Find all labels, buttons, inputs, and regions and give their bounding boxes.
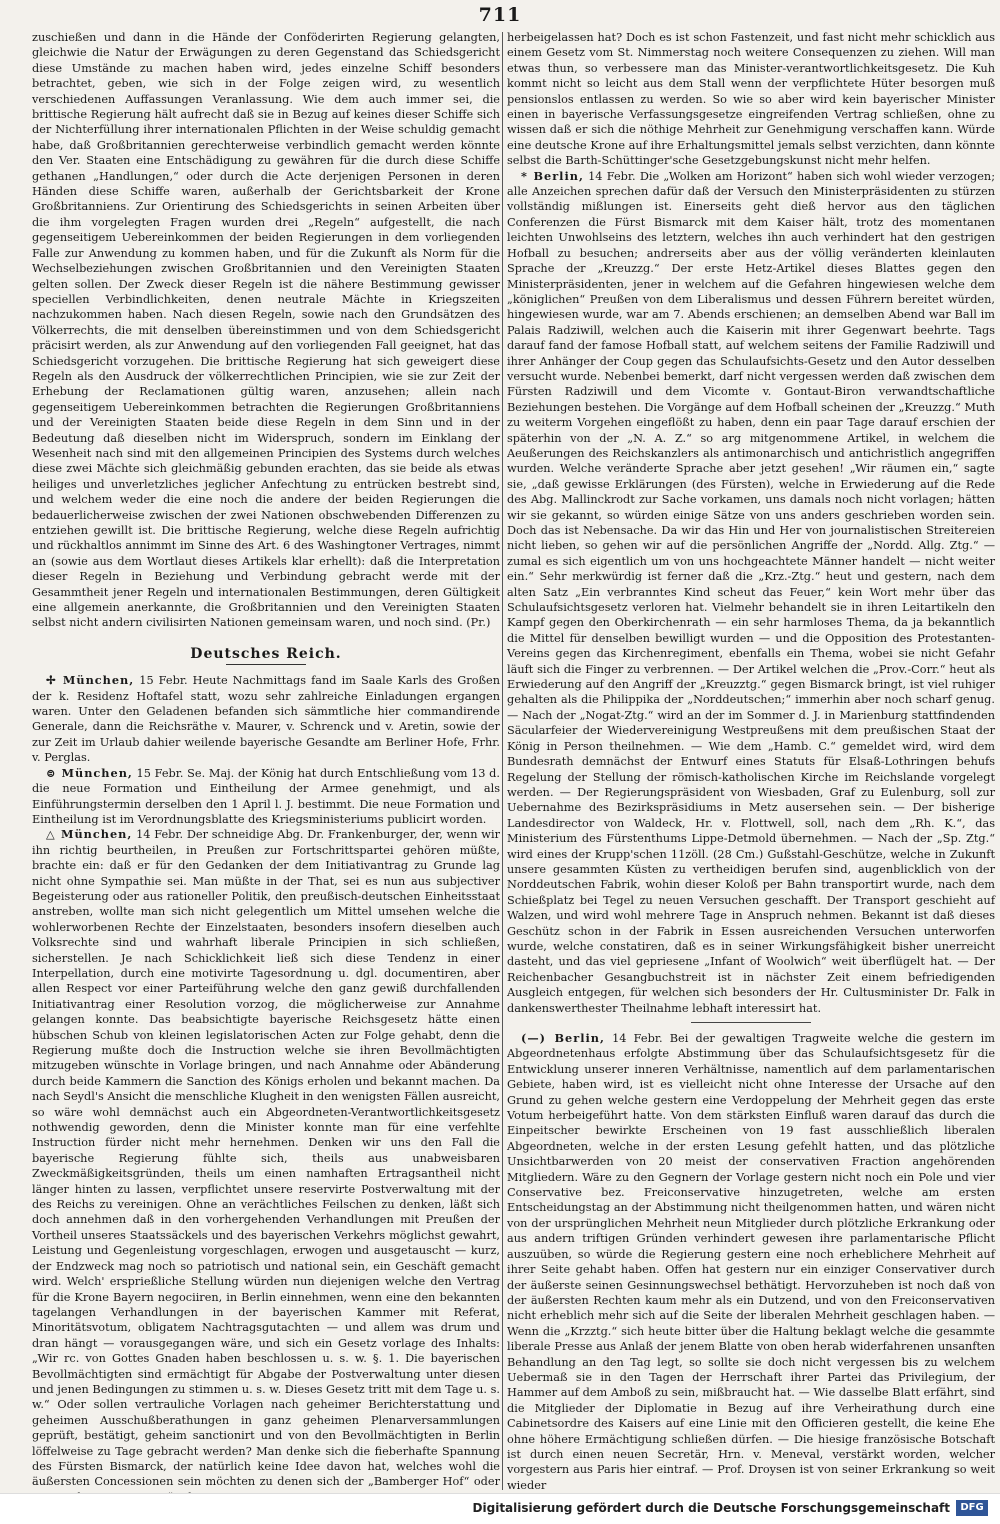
dfg-logo: DFG	[956, 1500, 988, 1516]
news-text: 14 Febr. Der schneidige Abg. Dr. Frankenburger, der, wenn wir ihn richtig beurtheilen, in Preußen zur Fortschrittspartei gehören müßte, brachte ein: daß er für den Gedanken der dem Initiativantrag zu Grunde lag nicht ohne Sympathie sei. Man müßte in der That, sei es nun aus subjectiver Begeisterung oder aus rationeller Politik, den preußisch-deutschen Einheitsstaat anstreben, wollte man sich nicht gelegentlich um Mittel umsehen welche die wohlerworbenen Rechte der Einzelstaaten, besonders insofern dieselben auch Volksrechte sind und wahrhaft liberale Principien in sich schließen, sicherstellen. Je nach Schicklichkeit ließ sich diese Tendenz in einer Interpellation, durch eine motivirte Tagesordnung u. dgl. documentiren, aber allen Respect vor einer Parteiführung welche den ganz gewiß durchfallenden Initiativantrag einer Resolution vorzog, die möglicherweise zur Annahme gelangen konnte. Das beabsichtigte bayerische Reichsgesetz hätte einen hübschen Schub von kleinen legislatorischen Acten zur Folge gehabt, denn die Regierung mußte doch die Instruction welche sie ihren Bevollmächtigten mitzugeben wünschte in Vorlage bringen, und nach Annahme oder Abänderung durch beide Kammern die Sanction des Königs erholen und bekannt machen. Da nach Seydl's Ansicht die menschliche Klugheit in den wenigsten Fällen ausreicht, so wäre wohl demnächst auch ein Abgeordneten-Verantwortlichkeitsgesetz nothwendig geworden, denn die Minister konnte man für eine verfehlte Instruction fürder nicht mehr hernehmen. Denken wir uns den Fall die bayerische Regierung fühlte sich, theils aus unabweisbaren Zweckmäßigkeitsgründen, theils um einen namhaften Ertragsantheil nicht länger hinten zu lassen, verpflichtet unsere reservirte Postverwaltung mit der des Reichs zu vereinigen. Ohne an verächtliches Feilschen zu denken, läßt sich doch annehmen daß in den vorhergehenden Verhandlungen mit Preußen der Vortheil unseres Staatssäckels und des bayerischen Verkehrs möglichst gewahrt, Leistung und Gegenleistung vorgeschlagen, erwogen und ausgetauscht — kurz, der Endzweck mag noch so patriotisch und national sein, ein Geschäft gemacht wird. Welch' ersprießliche Stellung würden nun diejenigen welche den Vertrag für die Krone Bayern negociiren, in Berlin einnehmen, wenn eine den bekannten tagelangen Verhandlungen in der bayerischen Kammer mit Referat, Minoritätsvotum, obligatem Nachtragsgutachten — und allem was drum und dran hängt — vorausgegangen wäre, und sich ein Gesetz vorlage des Inhalts: „Wir rc. von Gottes Gnaden haben beschlossen u. s. w. §. 1. Die bayerischen Bevollmächtigten sind ermächtigt für Abgabe der Postverwaltung unter diesen und jenen Bedingungen zu stimmen u. s. w. Dieses Gesetz tritt mit dem Tage u. s. w.“ Oder sollen vertrauliche Vorlagen nach geheimer Berichterstattung und geheimen Ausschußberathungen in ganz geheimen Plenarversammlungen geprüft, bestätigt, geheim sanctionirt und von den Bevollmächtigten in Berlin löffelweise zu Tage gebracht werden? Man denke sich die fieberhafte Spannung des Fürsten Bismarck, der natürlich keine Idee davon hat, welches wohl die äußersten Concessionen sein möchten zu denen sich der „Bamberger Hof“ oder	[32, 828, 500, 1489]
news-text: 15 Febr. Heute Nachmittags fand im Saale Karls des Großen der k. Residenz Hoftafel statt, wozu sehr zahlreiche Einladungen ergangen waren. Unter den Geladenen befanden sich sämmtliche hier commandirende Generale, dann die Reichsräthe v. Maurer, v. Schrenck und v. Aretin, sowie der zur Zeit im Urlaub dahier weilende bayerische Gesandte am Berliner Hofe, Frhr. v. Perglas.	[32, 674, 501, 765]
column-rule	[502, 32, 503, 1490]
funding-notice: Digitalisierung gefördert durch die Deutsche Forschungsgemeinschaft	[472, 1501, 950, 1515]
news-text: 14 Febr. Bei der gewaltigen Tragweite welche die gestern im Abgeordnetenhaus erfolgte Abstimmung über das Schulaufsichtsgesetz für die Entwicklung unserer inneren Verhältnisse, namentlich auf dem parlamentarischen Gebiete, haben wird, ist es vielleicht nicht ohne Interesse der Ursache auf den Grund zu gehen welche gestern eine Verdoppelung der Mehrheit gegen das erste Votum herbeigeführt hatte. Von dem stärksten Einfluß waren darauf das durch die Einpeitscher bewirkte Erscheinen von 19 fast ausschließlich liberalen Abgeordneten, welche in der ersten Lesung gefehlt hatten, und das plötzliche Unsichtbarwerden von 20 meist der conservativen Fraction angehörenden Mitgliedern. Wäre zu den Gegnern der Vorlage gestern nicht noch ein Pole und vier Conservative bez. Freiconservative hinzugetreten, welche am ersten Entscheidungstag an der Abstimmung nicht theilgenommen hatten, und wären nicht von der ursprünglichen Mehrheit neun Mitglieder durch plötzliche Erkrankung oder aus andern triftigen Gründen verhindert gewesen ihre parlamentarische Pflicht auszuüben, so würde die Regierung gestern eine noch erheblichere Mehrheit auf ihrer Seite gehabt haben. Offen hat gestern nur ein einziger Conservativer durch der äußerste seinen Gesinnungswechsel bethätigt. Hervorzuheben ist noch daß von der äußersten Rechten kaum mehr als ein Dutzend, und von den Freiconservativen nicht erheblich mehr sich auf die Seite der liberalen Mehrheit geschlagen haben. — Wenn die „Krzztg.“ sich heute bitter über die Haltung beklagt welche die gesammte liberale Presse aus Anlaß der jenem Blatte von oben herab widerfahrenen unsanften Behandlung an den Tag legt, so sollte sie doch nicht vergessen bis zu welchem Uebermaß sie in den Tagen der Herrschaft ihrer Partei das Privilegium, der Hammer auf dem Amboß zu sein, mißbraucht hat. — Wie dasselbe Blatt erfährt, sind die Mitglieder der Diplomatie in Bezug auf ihre Verheirathung durch eine Cabinetsordre des Kaisers auf eine Linie mit den Officieren gestellt, die keine Ehe ohne höhere Ermächtigung schließen dürfen. — Die hiesige französische Botschaft ist durch einen neuen Secretär, Hrn. v. Meneval, verstärkt worden, welcher vorgestern aus Paris hier eintraf. — Prof. Droysen ist von seiner Erkrankung so weit wieder	[507, 1032, 996, 1492]
news-item	[32, 673, 500, 765]
article-paragraph: zuschießen und dann in die Hände der Conföderirten Regierung gelangten, gleichwie die Natur der Erwägungen zu deren Gegenstand das Schiedsgericht diese Umstände zu machen haben wird, jedes einzelne Schiff besonders betrachtet, geben, wie sich in der Folge zeigen wird, zu wesentlich verschiedenen Auffassungen Veranlassung. Wie dem auch immer sei, die brittische Regierung hält aufrecht daß sie in Bezug auf keines dieser Schiffe sich der Nichterfüllung ihrer internationalen Pflichten in der Weise schuldig gemacht habe, daß Großbritannien gerechterweise verbindlich gemacht werden könnte den Ver. Staaten eine Entschädigung zu gewähren für die durch diese Schiffe gethanen „Handlungen,“ oder durch die Acte derjenigen Personen in deren Händen diese Schiffe waren, außerhalb der Gerichtsbarkeit der Krone Großbritanniens. Zur Orientirung des Schiedsgerichts in seinen Arbeiten über die ihm vorgelegten Fragen wurden drei „Regeln“ aufgestellt, die nach gegenseitigem Uebereinkommen der beiden Regierungen in dem vorliegenden Falle zur Anwendung zu kommen haben, und für die Zukunft als Norm für die Wechselbeziehungen zwischen Großbritannien und den Vereinigten Staaten gelten sollen. Der Zweck dieser Regeln ist die nähere Bestimmung gewisser speciellen Verbindlichkeiten, denen neutrale Mächte in Kriegszeiten nachzukommen haben. Nach diesen Regeln, sowie nach den Grundsätzen des Völkerrechts, die mit denselben übereinstimmen und von dem Schiedsgericht präcisirt werden, als zur Anwendung auf den vorliegenden Fall geeignet, hat das Schiedsgericht vorzugehen. Die brittische Regierung hat sich geweigert diese Regeln als den Ausdruck der völkerrechtlichen Principien, wie sie zur Zeit der Erhebung der Reclamationen gültig waren, anzusehen; allein nach gegenseitigem Uebereinkommen betrachten die Regierungen Großbritanniens und der Vereinigten Staaten beide diese Regeln in dem Sinn und in der Bedeutung daß dieselben nicht im Widerspruch, sondern im Einklang der Wesenheit nach sind mit den allgemeinen Principien des Systems durch welches diese zwei Mächte sich gleichmäßig gebunden erachten, das sie beide als etwas heiliges und unverletzliches jeglicher Anfechtung zu entrücken bestrebt sind, und welchem weder die eine noch die andere der beiden Regierungen die bedauerlicherweise zwischen der zwei Nationen obschwebenden Differenzen zu entziehen gewillt ist. Die brittische Regierung, welche diese Regeln aufrichtig und rückhaltlos annimmt im Sinne des Art. 6 des Washingtoner Vertrages, nimmt an (sowie aus dem Wortlaut dieses Artikels klar erhellt): daß die Interpretation dieser Regeln in Beziehung und Verbindung gebracht werde mit der Gesammtheit jener Regeln und internationalen Bestimmungen, deren Gültigkeit eine allgemein anerkannte, die Großbritannien und den Vereinigten Staaten selbst nicht andern civilisirten Nationen gemeinsam waren, und noch sind. (Pr.)	[32, 31, 500, 630]
dateline: ⊜ München,	[46, 765, 133, 780]
news-item	[32, 827, 500, 1505]
dateline: △ München,	[46, 827, 133, 842]
page-number: 711	[478, 4, 522, 26]
news-item	[507, 1031, 995, 1493]
dateline: * Berlin,	[521, 168, 584, 183]
item-separator	[691, 1022, 811, 1023]
news-text: 14 Febr. Die „Wolken am Horizont“ haben sich wohl wieder verzogen; alle Anzeichen sprechen dafür daß der Versuch den Ministerpräsidenten zu stürzen vollständig mißlungen ist. Einerseits geht dieß hervor aus den täglichen Conferenzen die Fürst Bismarck mit dem Kaiser hält, trotz des momentanen leichten Unwohlseins des letztern, welches ihn auch verhindert hat den gestrigen Hofball zu besuchen; andrerseits aber aus der völlig veränderten kleinlauten Sprache der „Kreuzzg.“ Der erste Hetz-Artikel dieses Blattes gegen den Ministerpräsidenten, jener in welchem auf die Gefahren hingewiesen welche dem „königlichen“ Preußen von dem Liberalismus und dessen Führern bereitet würden, hingewiesen wurde, war am 7. Abends erschienen; an demselben Abend war Ball im Palais Radziwill, welchen auch die Kaiserin mit ihrer Gegenwart beehrte. Tags darauf fand der famose Hofball statt, auf welchem seitens der Familie Radziwill und ihrer Anhänger der Coup gegen das Schulaufsichts-Gesetz und den Autor desselben versucht wurde. Nebenbei bemerkt, darf nicht vergessen werden daß zwischen dem Fürsten Radziwill und dem Vicomte v. Gontaut-Biron verwandtschaftliche Beziehungen bestehen. Die Vorgänge auf dem Hofball scheinen der „Kreuzzg.“ Muth zu weiterm Vorgehen eingeflößt zu haben, denn ein paar Tage darauf erschien der späterhin von der „N. A. Z.“ so arg mitgenommene Artikel, in welchem die Aeußerungen des Reichskanzlers als antimonarchisch und antichristlich angegriffen wurden. Welche veränderte Sprache aber jetzt gesehen! „Wir räumen ein,“ sagte sie, „daß gewisse Erklärungen (des Fürsten), welche in Erwiederung auf die Rede des Abg. Mallinckrodt zur Sache vorkamen, uns damals noch nicht vorlagen; hätten wir sie gekannt, so würden einige Sätze von uns anders geschrieben worden sein. Doch das ist Nebensache. Da wir das Hin und Her von journalistischen Streitereien nicht lieben, so gehen wir auf die persönlichen Angriffe der „Nordd. Allg. Ztg.“ — zumal es sich eigentlich um von uns hochgeachtete Männer handelt — nicht weiter ein.“ Sehr merkwürdig ist ferner daß die „Krz.-Ztg.“ heut und gestern, nach dem alten Satz „Ein verbranntes Kind scheut das Feuer,“ kein Wort mehr über das Schulaufsichtsgesetz verloren hat. Vielmehr behandelt sie in ihren Leitartikeln den Kampf gegen den Oberkirchenrath — ein sehr harmloses Thema, da ja bekanntlich die Mittel für denselben bewilligt wurden — und die Opposition des Protestanten-Vereins gegen das Kirchenregiment, ebenfalls ein Thema, wobei sie nicht Gefahr läuft sich die Finger zu verbrennen. — Der Artikel welchen die „Prov.-Corr.“ heut als Erwiederung auf den Angriff der „Kreuzztg.“ gegen Bismarck bringt, ist viel ruhiger gehalten als die Philippika der „Norddeutschen;“ immerhin aber noch scharf genug. — Nach der „Nogat-Ztg.“ wird an der im Sommer d. J. in Marienburg stattfindenden Säcularfeier der Wiedervereinigung Westpreußens mit dem preußischen Staat der König in Person theilnehmen. — Wie dem „Hamb. C.“ gemeldet wird, wird dem Bundesrath demnächst der Entwurf eines Statuts für Elsaß-Lothringen behufs Regelung der Stellung der römisch-katholischen Kirche im Reichslande vorgelegt werden. — Der Regierungspräsident von Wiesbaden, Graf zu Eulenburg, soll zur Uebernahme des Bezirkspräsidiums in Metz ausersehen sein. — Der bisherige Landesdirector von Waldeck, Hr. v. Flottwell, soll, nach dem „Rh. K.“, das Ministerium des Fürstenthums Lippe-Detmold übernehmen. — Nach der „Sp. Ztg.“ wird eines der Krupp'schen 11zöll. (28 Cm.) Gußstahl-Geschütze, welche in Zukunft unsere gesammten Küsten zu vertheidigen berufen sind, augenblicklich von der Norddeutschen Fabrik, wohin dieser Koloß per Bahn transportirt wurde, nach dem Schießplatz bei Tegel zu neuen Versuchen geschafft. Der Transport geschieht auf Walzen, und wird wohl mehrere Tage in Anspruch nehmen. Bekannt ist daß dieses Geschütz schon in der Fabrik in Essen ausreichenden Versuchen unterworfen wurde, welche constatiren, daß es in seiner Wirkungsfähigkeit bisher unerreicht dasteht, und das viel gepriesene „Infant of Woolwich“ weit überflügelt hat. — Der Reichenbacher Gesangbuchstreit ist in nächster Zeit einem befriedigenden Ausgleich entgegen, für welchen sich besonders der Hr. Cultusminister Dr. Falk in dankenswerthester Theilnahme lebhaft interessirt hat.	[507, 169, 995, 1015]
dateline: ✢ München,	[46, 673, 135, 688]
section-title: Deutsches Reich.	[190, 645, 342, 662]
section-divider	[226, 664, 306, 665]
article-paragraph: herbeigelassen hat? Doch es ist schon Fastenzeit, und fast nicht mehr schicklich aus einem Gesetz vom St. Nimmerstag noch weitere Consequenzen zu ziehen. Will man etwas thun, so verbessere man das Minister-verantwortlichkeitsgesetz. Die Kuh kommt nicht so leicht aus dem Stall wenn der verpflichtete Hüter besorgen muß pensionslos entlassen zu werden. So wie so aber wird kein bayerischer Minister einen in bayerische Verfassungsgesetze eingreifenden Vertrag schließen, ohne zu wissen daß er sich die nöthige Mehrheit zur Genehmigung verschaffen kann. Würde eine deutsche Krone auf ihre Erhaltungsmittel jemals selbst verzichten, dann könnte selbst die Barth-Schüttinger'sche Gesetzgebungskunst nicht mehr helfen.	[507, 31, 995, 168]
news-item	[507, 169, 995, 1016]
left-column	[32, 30, 500, 1492]
news-item	[32, 766, 500, 828]
footer-bar	[0, 1493, 1000, 1524]
dateline: (—) Berlin,	[521, 1031, 605, 1045]
news-text: 15 Febr. Se. Maj. der König hat durch Entschließung vom 13 d. die neue Formation und Eintheilung der Armee genehmigt, und als Einführungstermin derselben den 1 April l. J. bestimmt. Die neue Formation und Eintheilung ist im Verordnungsblatte des Kriegsministeriums publicirt worden.	[32, 766, 500, 826]
right-column	[507, 30, 995, 1492]
